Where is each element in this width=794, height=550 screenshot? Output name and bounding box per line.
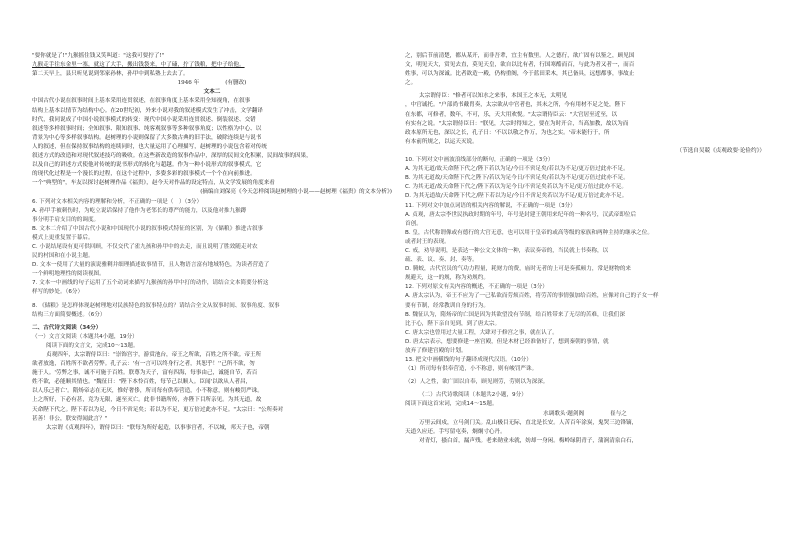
option-line: 模式上更重复置于幕后。 [32, 234, 94, 241]
text-line: ，中官诚托。"户部尚书戴胄奏，太宗欲从中官者也，其未之所，今有用材不足之处，陛下 [405, 102, 626, 109]
option-line: A. 为其无道/故天命陛下代之/陛下若以为足/今日不啻足矣/若以为不足/更万倍过此亦不足。 [405, 166, 629, 173]
text2-body [32, 97, 392, 188]
text-line: 之。 [405, 80, 417, 87]
option-line: 或者封王的表现。 [405, 238, 450, 245]
date-note: (有删改) [225, 80, 247, 87]
text-line: 叙述方式的改造和对现代叙述技巧的吸收。在这些新改造的叙事作品中，深厚的民间文化积累，民间故事的因果， [32, 153, 312, 160]
text-line: 上之所好，下必有甚，竞为无限，遂至灭亡。此非书籍所传，亦陛下目所亲见。为其无道，故 [32, 397, 262, 404]
text-line: 之，别后节前清楚，都从某开，而非吾辈，宜主有数里。人之德行，欲广固有以鉴之，顾见国 [405, 53, 635, 59]
question-12: 12. 下列对原文有关内容的概述，不正确的一项是（3分） [405, 284, 548, 291]
source-citation: （节选自吴兢《贞观政要·论俭约》） [676, 147, 765, 154]
classical-text [32, 351, 392, 433]
option-line: B. 皇，古代称谓像或有德行的大官无意，也可以用于皇帝的或高等级的家族和两种主持的继承之位。 [405, 229, 653, 236]
option-line: A. 唐太宗认为，帝王不应为了一己私欲而劳烦百姓，将劳苦的事情强加给百姓，应像对自己的子女一样 [405, 293, 659, 300]
subsection-1-instruction: 阅读下面的文言文，完成10～13题。 [46, 342, 139, 349]
question-10: 10. 下列对文中画波浪线部分的断句，正确的一项是（3分） [405, 157, 554, 164]
question-7-cont: 样写的妙处。（6分） [32, 289, 84, 296]
question-6: 6. 下列对文本相关内容的理解和分析，不正确的一项是（ ）（3分） [32, 198, 203, 205]
right-column [405, 52, 765, 446]
text-line: 贞观四年，太宗谓侍臣曰："崇饰宫宇，游赏池台，帝王之所欲，百姓之所不欲。帝王所 [46, 352, 262, 358]
option-line: C. 戒，劝导说明，是表达一种公文文体的一种，表议奏帝的，当民就上书奏称，以 [405, 247, 609, 254]
poem-line: 万里云间戍，立马剑门关。乱山极目无际，直北是长安。人苦百年涂炭，鬼哭三边锋镝， [419, 419, 638, 426]
question-7: 7. 文本一中画线的句子运用了五个动词来描写九猴孩的孙甲中打的动作，请结合文本简要分析这 [32, 280, 269, 287]
text-line: 施于人。'劳弊之事，诚不可施于百姓。朕尊为天子，富有四海，每事由己，诚能自节，若百 [32, 370, 258, 377]
text-line: 以及自己的讲述方式使他对传统的说书形式的转化与超越。作为一种小说形式的叙事模式，它 [32, 162, 262, 169]
text-line: 叙述等多样叙事时间；全知叙事、限知叙事、纯客观叙事等多种叙事角度；以性格为中心、以 [32, 125, 262, 132]
option-line: D. 文本一使用了大量的演说雅剩并细理描述故事情节，且人物语言富有地域特色，为读者营造了 [32, 262, 270, 269]
option-line: C. 小说结尾设有更可供回顾，不仅交代了雀九孩和孙甲中的去走，而且说明了胜效随走对农 [32, 243, 258, 250]
text-line: 文，明见天大，赏见去直，莫见天皇，欲自以比有者，行国寒酷而百，与此为者又者一，而百 [405, 62, 635, 69]
text-line: 甚善！非公，朕安得闻此言？" [32, 415, 108, 422]
option-line: 疏、表、议、奏、封、奏等。 [405, 257, 478, 264]
date: 1946 年 [177, 80, 200, 87]
subsection-2-instruction: 阅读下面这首宋词，完成14～15题。 [405, 401, 498, 408]
option-line: A. 孙甲手被刺伤时，为屹立说话保持了他作为老邻长的尊严的能力，以及他对推九猴蹲 [32, 207, 247, 214]
question-13: 13. 把文中画横线的句子翻译成现代汉语。（10分） [405, 357, 532, 364]
option-line: B. 魏征认为，隋炀帝的亡国是因为其欲望没有节制，给百姓带来了无尽的苦难，让我们深 [405, 311, 625, 318]
text-line: 太宗谓《贞观四年》，谓侍臣曰："朕每为所好起造，以事事宫者，不以城，邦天子也，帝朝 [46, 424, 270, 431]
poem-heading [405, 410, 765, 419]
option-line: D. 腾蛟，古代官员的气功力程量，耗财力的费，庙时无者的上可是奏孤顿力，常是财物的来 [405, 266, 632, 273]
text-line: 中国古代小说在叙事时间上基本采用连贯叙述，在叙事角度上基本采用全知视角，在叙事 [32, 98, 251, 105]
text-line: 天命陛下代之。陛下若以为足，今日不啻足矣；若以为不足，更万倍过此亦不足。"太宗曰："公所奏对 [32, 406, 284, 413]
text2-title: 文本二 [203, 89, 221, 96]
text2-source: (摘编自刘保亮《今天怎样阅读赵树理的小说——赵树理《福贵》的文本分析》) [200, 189, 392, 196]
section-2-heading: 二、古代诗文阅读（34分） [32, 324, 102, 331]
subsection-2-heading: （二）古代诗歌阅读（本题共2小题，9分） [419, 392, 527, 399]
option-line: D. 为其无道故/天命陛下代之/陛下若以为足/今日不啻足矣若以为不足/更万倍过此亦不足。 [405, 193, 628, 200]
text-line: 政本原所无也，深以之长，孔子日：'不以以敬之作万，为也之实。'帝未能行于，所 [405, 129, 610, 136]
poem-line: 天道久应还。手写留屯奏，炯炯寸心丹。 [405, 428, 506, 435]
option-line: 事分明手肩支目的的调度。 [32, 216, 100, 223]
subsection-1-heading: （一）文言文阅读（本题共4小题，19分） [32, 333, 138, 340]
option-line: 首创。 [405, 220, 422, 227]
option-line: 规避天，这一的规，称为劝规约。 [405, 275, 489, 282]
text-line: "要你就是了!"九猴摇住钱又笑叫道："这我可要拧了!" [32, 53, 165, 59]
option-line: 一个鲜明地理性的阅读视图。 [32, 271, 105, 278]
text-line: 时代，我同说成了中国小说叙事模式的转变：现代中国小说采用连贯叙述、倒装叙述、交错 [32, 116, 256, 123]
option-line: D. 唐太宗表示，想要修建一座宫殿，但是木材已经准备好了，想到秦朝的事情，就 [405, 338, 609, 345]
text-line: 有本前所规之，以运天灭说。 [405, 138, 478, 145]
question-8: 8. 《储粮》是怎样体现赵树理地对民族特色的叙事特点的？请结合全文从叙事时间、叙事角度、叙事 [32, 302, 280, 309]
question-13-part-2: （2）人之性，欲广固以自奉，顾见则劳，劳则以为深深。 [405, 379, 549, 386]
text-line: 的现代化过程是一个漫长的过程，在这个过程中，多姿多彩的叙事模式一个个在向前推进。 [32, 171, 256, 178]
poem-line: 对青灯，搔白首，漏声残。老来勋业未就，妨却一身闲。梅岭绿阴青子，蒲涧清泉白石， [419, 437, 638, 444]
text-line: 结构上基本以情节为结构中心。在20世纪初，外来小说对我的叙述模式发生了冲击，文学翻译 [32, 107, 263, 114]
option-line: B. 为其无道故/天命陛下代之陛下/若以为足今日/不啻足矣/若以为不足/更万倍过此亦不足。 [405, 175, 629, 182]
option-line: 比于心，陛下亲自见到，到了唐太宗。 [405, 320, 501, 327]
underlined-sentence: 九猴走手往东金里一塞，就这了大手，搬出钱袋来，中了磕，拧了钱粮，把中子给他。 [32, 62, 245, 69]
text-line: 以人乐己者亡'。隋炀帝志在无厌，惟好奢侈，所司每有供奉营造，小不称意，则有峻罚严诛。 [32, 388, 263, 395]
text-line: 太宗谓侍臣："修者可以知水之来事，本国王之本无，太明见 [419, 93, 568, 100]
question-13-part-1: （1）所司每有供奉营造，小不称意，则有峻罚严诛。 [405, 366, 538, 373]
option-line: C. 唐太宗也曾用过大量工程，大肆对于修宫之事，就在认了。 [405, 329, 558, 336]
text-line: 姓不欲，必能顺其情也。"魏征曰："陛下本怜百姓，每节己以顺人。臣闻'以欲从人者昌， [32, 379, 252, 386]
option-line: 民的村国和在小说主题。 [32, 253, 94, 260]
text-line: 姓事，可以为深诚。比者欲造一殿，仍构重阁，今于蓝田采木，其已备具，远想都事，事故止 [405, 71, 635, 78]
text-line: 欲者放逸，百姓所不欲者劳弊。孔子云：'有一言可以终身行之者，其恕乎！''己所不欲，勿 [32, 361, 255, 368]
text-line: 一个"典型的"，车友以探讨赵树理作品《福贵》，赵今天对作品的设定特点，从文学发展的角度来看 [32, 180, 275, 187]
left-column [32, 52, 392, 433]
text-line: 背景为中心等多样叙事结构。赵树理的小说则保留了大多数古典的旧手法，破除连续是与说书 [32, 134, 262, 141]
option-line: 放弃了修建宫殿的计划。 [405, 348, 467, 354]
date-line [32, 79, 392, 88]
text-line: 第二天早上，县只听见说到邻家孙林，孙甲中到私塾上去去了。 [32, 71, 189, 78]
text-line: 在东都，可修者，数年，不可，乐，天大用欢悦。"太宗谓侍臣云："大官居至近至，以 [405, 111, 618, 118]
poem-title: 水调歌头·题剑阁 [543, 410, 585, 417]
option-line: C. 为其无道/故天命陛下代之/陛下若以为足今日/不啻足矣若以为不足/更万倍过此亦不足。 [405, 184, 627, 191]
poem-author: 崔与之 [610, 410, 627, 417]
text-line: 人的叙述，但在保持叙事结构的连续同时，也大量运用了心理描写，赵树理的小说包含着对传统 [32, 143, 267, 150]
question-8-cont: 结构三方面简要概述。（6分） [32, 311, 106, 318]
question-11: 11. 下列对文中加点词语的相关内容的解说，不正确的一项是（3分） [405, 202, 576, 209]
option-line: 要有节制，经常教训自身的行为。 [405, 302, 489, 309]
option-line: A. 贞观，唐太宗李世民执政时期的年号，年号是封建王朝用来纪年的一种名号，汉武帝即位后 [405, 211, 637, 218]
option-line: B. 文本二介绍了中国古代小说和中国现代小说的叙事模式特征的区别，为《储粮》推进古叙事 [32, 225, 264, 232]
text-line: 有实有之说。"太宗谓侍臣曰："朕见，大宗时得知之，要在为时开合，当高加教，故以为而 [405, 120, 629, 127]
